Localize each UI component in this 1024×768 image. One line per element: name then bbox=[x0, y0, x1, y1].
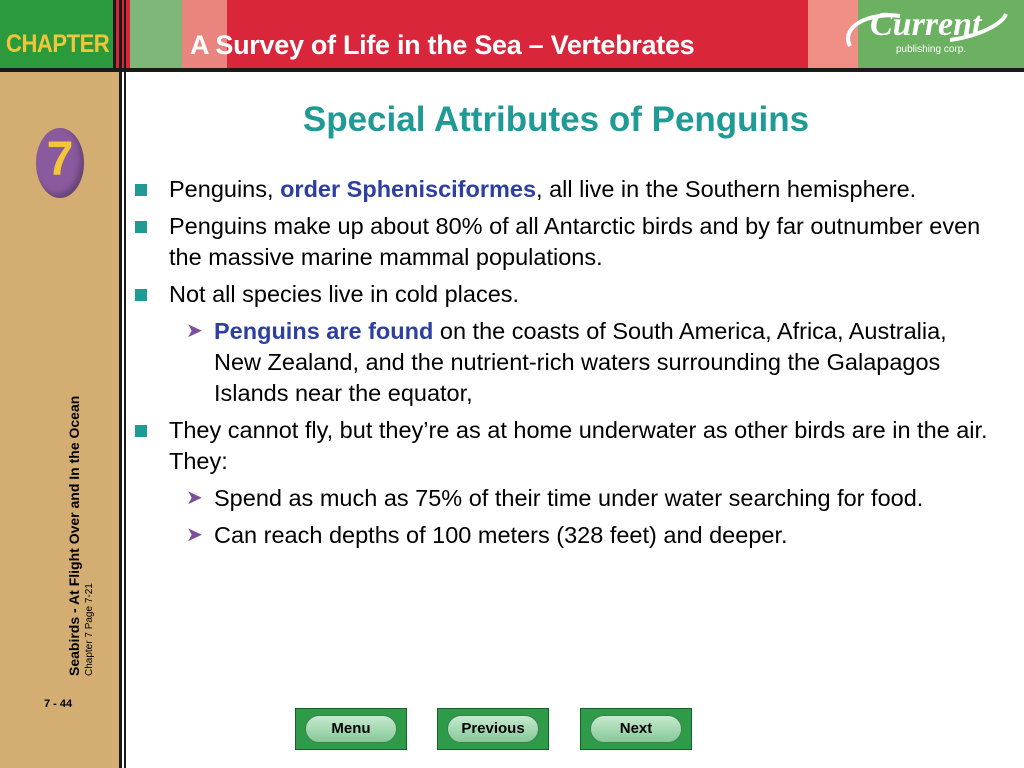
slide-title: Special Attributes of Penguins bbox=[302, 100, 810, 139]
sub-bullet-item bbox=[130, 316, 1000, 409]
logo-subtext: publishing corp. bbox=[896, 44, 967, 55]
next-button-label: Next bbox=[590, 715, 682, 743]
sub-bullet-item bbox=[130, 520, 1000, 551]
next-button[interactable] bbox=[580, 708, 692, 750]
sub-bullet-item bbox=[130, 483, 1000, 514]
bullet-highlight: Penguins are found bbox=[214, 318, 434, 344]
bullet-item bbox=[130, 279, 1000, 310]
bullet-text: Penguins make up about 80% of all Antarctic birds and by far outnumber even the massive marine mammal populations. bbox=[169, 213, 981, 270]
sidebar bbox=[0, 72, 119, 768]
header-band bbox=[0, 0, 1024, 68]
bullet-text: , all live in the Southern hemisphere. bbox=[536, 176, 917, 202]
publisher-logo bbox=[830, 6, 1010, 62]
square-bullet-icon bbox=[135, 425, 147, 437]
bullet-text: Penguins, bbox=[169, 176, 281, 202]
slide-number: 7 - 44 bbox=[44, 698, 73, 710]
logo-text: Current bbox=[870, 6, 982, 43]
square-bullet-icon bbox=[135, 184, 147, 196]
previous-button[interactable] bbox=[437, 708, 549, 750]
bullet-text: Not all species live in cold places. bbox=[169, 281, 520, 307]
header-divider bbox=[0, 68, 1024, 72]
bullet-item bbox=[130, 415, 1000, 477]
sidebar-divider bbox=[119, 0, 122, 768]
bullet-highlight: order Sphenisciformes bbox=[280, 176, 537, 202]
bullet-text: Can reach depths of 100 meters (328 feet) and deeper. bbox=[214, 522, 788, 548]
menu-button[interactable] bbox=[295, 708, 407, 750]
chapter-number: 7 bbox=[46, 133, 74, 186]
chapter-label: CHAPTER bbox=[6, 30, 110, 58]
bullet-item bbox=[130, 174, 1000, 205]
bullet-text: They cannot fly, but they’re as at home underwater as other birds are in the air. They: bbox=[169, 417, 988, 474]
section-title: Seabirds - At Flight Over and In the Ocean bbox=[66, 395, 82, 676]
menu-button-label: Menu bbox=[305, 715, 397, 743]
square-bullet-icon bbox=[135, 221, 147, 233]
header-title: A Survey of Life in the Sea – Vertebrates bbox=[190, 30, 695, 60]
bullet-text: on the coasts of South America, Africa, Australia, New Zealand, and the nutrient-rich waters surrounding the Galapagos Islands near the equator, bbox=[214, 318, 947, 406]
slide-content bbox=[130, 174, 1000, 557]
arrow-bullet-icon: ➤ bbox=[186, 320, 203, 342]
chapter-page-ref: Chapter 7 Page 7-21 bbox=[84, 583, 95, 676]
square-bullet-icon bbox=[135, 289, 147, 301]
header-stripe bbox=[130, 0, 182, 68]
bullet-item bbox=[130, 211, 1000, 273]
previous-button-label: Previous bbox=[447, 715, 539, 743]
arrow-bullet-icon: ➤ bbox=[186, 487, 203, 509]
header-vertical-divider bbox=[113, 0, 116, 72]
chapter-badge bbox=[36, 128, 84, 198]
bullet-text: Spend as much as 75% of their time under water searching for food. bbox=[214, 485, 924, 511]
arrow-bullet-icon: ➤ bbox=[186, 524, 203, 546]
